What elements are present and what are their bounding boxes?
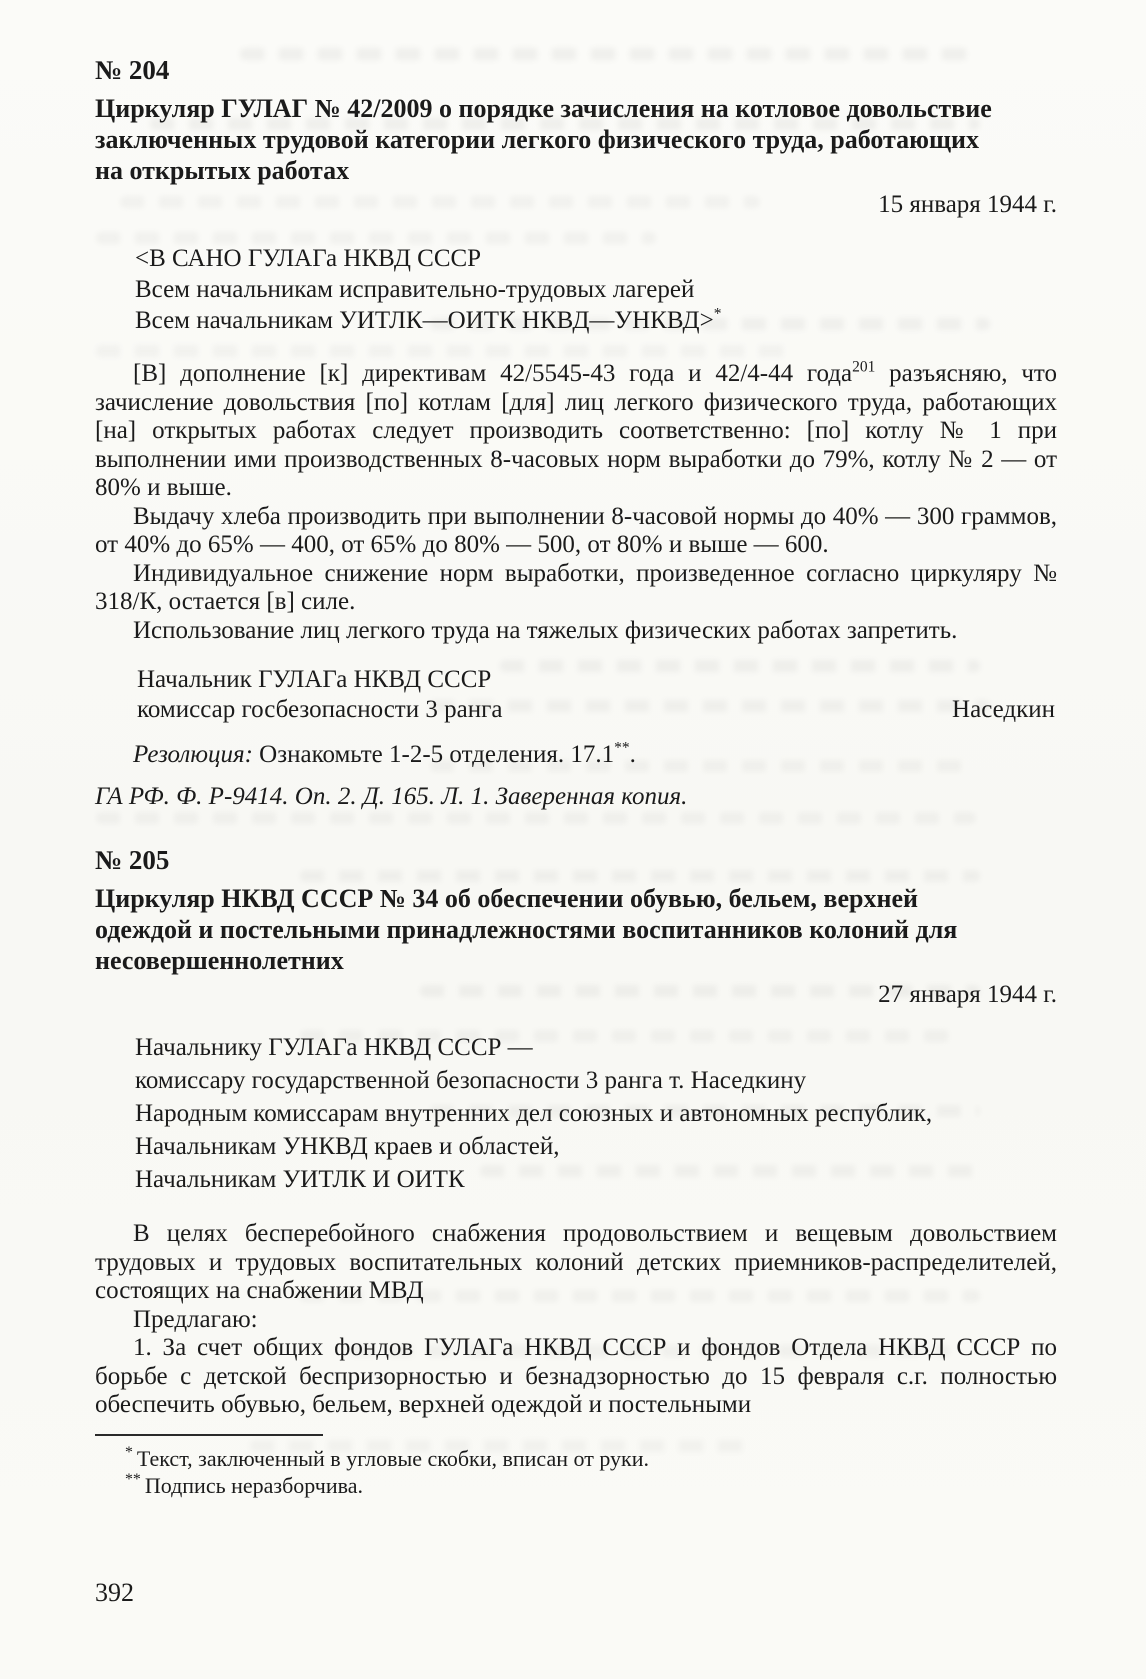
footnotes-block bbox=[95, 1445, 1057, 1499]
footnote: * Текст, заключенный в угловые скобки, вписан от руки. bbox=[125, 1444, 650, 1471]
endnote-ref: 201 bbox=[852, 358, 876, 376]
addressee-line: <В САНО ГУЛАГа НКВД СССР bbox=[135, 245, 482, 272]
doc-204-number: № 204 bbox=[95, 55, 170, 85]
body-paragraph: [В] дополнение [к] директивам 42/5545-43 года и 42/4-44 года$^{201}$ разъясняю, что зачисление довольствия [по] котлам [для] лиц легкого физического труда, работающих [на] открытых работах следует производить соответственно: [по] котлу № 1 при выполнении ими производственных 8-часовых норм выработки до 79%, котлу № 2 — от 80% и выше. bbox=[95, 358, 1057, 501]
doc-205 bbox=[95, 845, 1057, 1420]
signature-block bbox=[137, 665, 1057, 725]
addressee-line: Всем начальникам исправительно-трудовых лагерей bbox=[135, 276, 695, 303]
footnote-marker: * bbox=[125, 1444, 133, 1462]
footnote-divider bbox=[95, 1434, 323, 1436]
body-paragraph: Предлагаю: bbox=[133, 1305, 258, 1333]
doc-205-body bbox=[95, 1220, 1057, 1420]
doc-205-date: 27 января 1944 г. bbox=[878, 981, 1057, 1008]
addressee-line: комиссару государственной безопасности 3 ранга т. Наседкину bbox=[135, 1067, 807, 1094]
footnote-ref: ** bbox=[614, 739, 630, 757]
addressee-line: Начальникам УИТЛК И ОИТК bbox=[135, 1166, 465, 1193]
addressee-line: Начальнику ГУЛАГа НКВД СССР — bbox=[135, 1034, 533, 1061]
addressee-line: Всем начальникам УИТЛК—ОИТК НКВД—УНКВД>* bbox=[135, 305, 722, 334]
body-paragraph: 1. За счет общих фондов ГУЛАГа НКВД СССР и фондов Отдела НКВД СССР по борьбе с детской беспризорностью и безнадзорностью до 15 февраля с.г. полностью обеспечить обувью, бельем, верхней одеждой и постельными bbox=[95, 1334, 1057, 1418]
doc-204 bbox=[95, 55, 1057, 811]
page-content bbox=[95, 55, 1057, 1499]
footnote: ** Подпись неразборчива. bbox=[125, 1471, 363, 1498]
page-number: 392 bbox=[95, 1578, 134, 1607]
doc-204-addressee-block bbox=[135, 243, 1057, 336]
doc-204-date: 15 января 1944 г. bbox=[878, 191, 1057, 218]
doc-205-title: Циркуляр НКВД СССР № 34 об обеспечении обувью, бельем, верхней одеждой и постельными принадлежностями воспитанников колоний для несовершеннолетних bbox=[95, 884, 958, 975]
addressee-line: Начальникам УНКВД краев и областей, bbox=[135, 1133, 560, 1160]
body-paragraph: Индивидуальное снижение норм выработки, произведенное согласно циркуляру № 318/К, остается [в] силе. bbox=[95, 559, 1057, 615]
doc-204-title: Циркуляр ГУЛАГ № 42/2009 о порядке зачисления на котловое довольствие заключенных трудовой категории легкого физического труда, работающих на открытых работах bbox=[95, 94, 992, 185]
resolution-line: Резолюция: Ознакомьте 1-2-5 отделения. 17.1**. bbox=[133, 739, 636, 768]
doc-205-addressee-block bbox=[135, 1031, 1057, 1196]
body-paragraph: Использование лиц легкого труда на тяжелых физических работах запретить. bbox=[133, 616, 958, 644]
body-paragraph: В целях бесперебойного снабжения продовольствием и вещевым довольствием трудовых и трудовых воспитательных колоний детских приемников-распределителей, состоящих на снабжении МВД bbox=[95, 1220, 1057, 1304]
doc-204-body bbox=[95, 360, 1057, 645]
footnote-marker: ** bbox=[125, 1471, 141, 1489]
doc-205-number: № 205 bbox=[95, 845, 170, 875]
addressee-line: Народным комиссарам внутренних дел союзных и автономных республик, bbox=[135, 1100, 933, 1127]
signature-title-line: Начальник ГУЛАГа НКВД СССР bbox=[137, 666, 492, 693]
signatory-name: Наседкин bbox=[952, 696, 1055, 723]
footnote-ref: * bbox=[713, 305, 722, 323]
body-paragraph: Выдачу хлеба производить при выполнении 8-часовой нормы до 40% — 300 граммов, от 40% до 65% — 400, от 65% до 80% — 500, от 80% и выше — 600. bbox=[95, 502, 1057, 558]
signature-title-line: комиссар госбезопасности 3 ранга bbox=[137, 696, 503, 723]
archive-reference: ГА РФ. Ф. Р-9414. Оп. 2. Д. 165. Л. 1. Заверенная копия. bbox=[95, 783, 688, 810]
